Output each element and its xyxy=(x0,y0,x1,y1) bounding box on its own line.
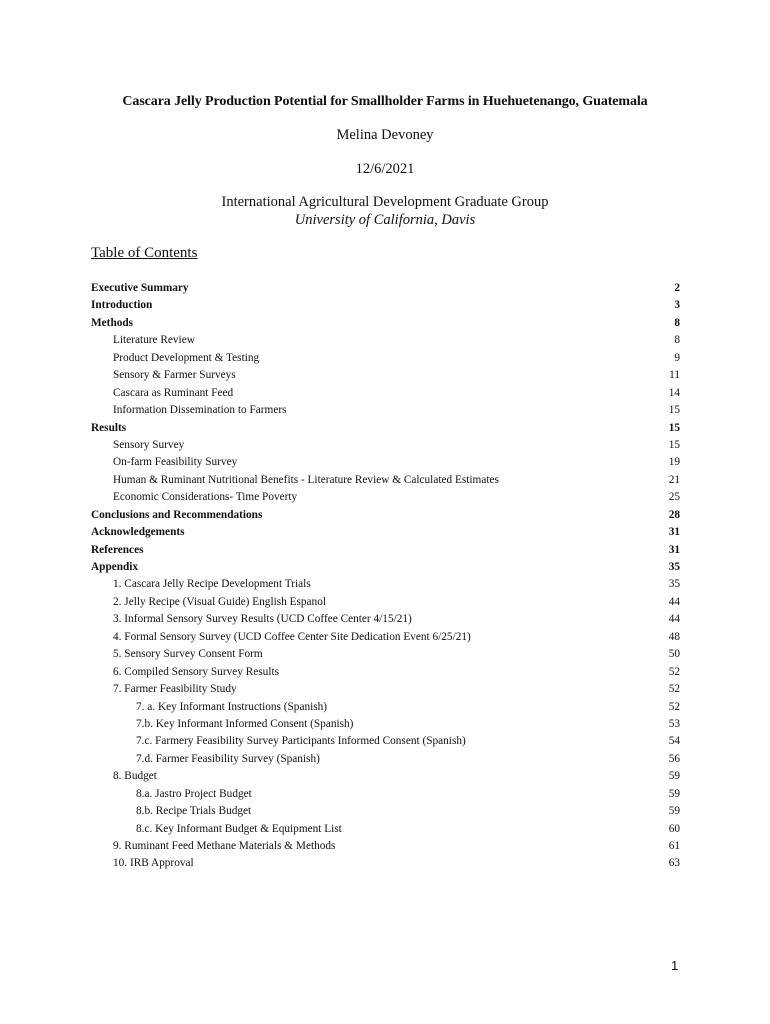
toc-entry-page: 2 xyxy=(674,282,680,294)
table-of-contents xyxy=(91,280,680,873)
toc-entry-page: 52 xyxy=(668,665,680,678)
toc-entry-label: Information Dissemination to Farmers xyxy=(113,404,287,417)
toc-entry[interactable] xyxy=(91,838,680,855)
toc-entry-label: Introduction xyxy=(91,299,153,312)
toc-entry-label: 8. Budget xyxy=(113,770,157,783)
toc-entry-label: 10. IRB Approval xyxy=(113,857,194,870)
toc-entry-page: 44 xyxy=(668,595,680,608)
toc-heading: Table of Contents xyxy=(91,245,198,261)
toc-entry-page: 56 xyxy=(668,752,680,765)
toc-entry[interactable] xyxy=(91,420,680,437)
toc-entry-page: 8 xyxy=(674,316,680,329)
toc-entry[interactable] xyxy=(91,629,680,646)
toc-entry-page: 59 xyxy=(668,787,680,800)
toc-entry[interactable] xyxy=(91,332,680,349)
toc-entry-label: 7.b. Key Informant Informed Consent (Spanish) xyxy=(136,717,354,730)
toc-entry-page: 11 xyxy=(669,369,680,382)
toc-entry[interactable] xyxy=(91,821,680,838)
toc-entry-label: 3. Informal Sensory Survey Results (UCD Coffee Center 4/15/21) xyxy=(113,613,412,626)
toc-entry[interactable] xyxy=(91,280,680,297)
toc-entry-page: 31 xyxy=(668,526,680,539)
toc-entry-page: 54 xyxy=(668,735,680,748)
toc-entry[interactable] xyxy=(91,855,680,872)
toc-entry-label: Appendix xyxy=(91,561,139,573)
toc-entry-page: 8 xyxy=(674,334,680,347)
toc-entry-page: 9 xyxy=(674,351,680,364)
toc-entry-page: 59 xyxy=(668,770,680,783)
toc-entry-page: 50 xyxy=(668,648,680,661)
toc-entry[interactable] xyxy=(91,507,680,524)
toc-entry[interactable] xyxy=(91,576,680,593)
toc-entry[interactable] xyxy=(91,594,680,611)
toc-entry-label: Product Development & Testing xyxy=(113,351,260,364)
toc-entry[interactable] xyxy=(91,681,680,698)
toc-entry[interactable] xyxy=(91,385,680,402)
toc-entry-page: 21 xyxy=(668,473,680,486)
toc-entry-page: 53 xyxy=(668,717,680,730)
toc-entry[interactable] xyxy=(91,559,680,576)
toc-entry-label: 2. Jelly Recipe (Visual Guide) English Espanol xyxy=(113,595,326,608)
toc-entry[interactable] xyxy=(91,542,680,559)
document-date: 12/6/2021 xyxy=(355,161,415,177)
toc-entry-page: 25 xyxy=(668,491,680,504)
toc-entry-label: Economic Considerations- Time Poverty xyxy=(113,491,298,504)
toc-entry[interactable] xyxy=(91,611,680,628)
toc-entry[interactable] xyxy=(91,454,680,471)
toc-entry-page: 28 xyxy=(668,508,680,521)
toc-entry[interactable] xyxy=(91,699,680,716)
toc-entry-page: 15 xyxy=(668,404,680,417)
toc-entry-page: 52 xyxy=(668,700,680,713)
toc-entry[interactable] xyxy=(91,297,680,314)
toc-entry-page: 52 xyxy=(668,683,680,696)
toc-entry-page: 48 xyxy=(668,630,680,643)
toc-entry-label: Acknowledgements xyxy=(91,526,185,539)
graduate-group: International Agricultural Development Graduate Group xyxy=(221,194,549,210)
toc-entry-page: 60 xyxy=(668,822,680,835)
toc-entry[interactable] xyxy=(91,367,680,384)
toc-entry[interactable] xyxy=(91,524,680,541)
toc-entry-label: References xyxy=(91,543,144,556)
toc-entry[interactable] xyxy=(91,350,680,367)
toc-entry-page: 44 xyxy=(668,613,680,626)
toc-entry[interactable] xyxy=(91,733,680,750)
toc-entry-label: Conclusions and Recommendations xyxy=(91,508,263,521)
toc-entry-label: 5. Sensory Survey Consent Form xyxy=(113,648,263,661)
toc-entry[interactable] xyxy=(91,664,680,681)
toc-entry-page: 31 xyxy=(668,543,680,556)
toc-entry-label: 4. Formal Sensory Survey (UCD Coffee Center Site Dedication Event 6/25/21) xyxy=(113,630,471,643)
toc-entry-label: Literature Review xyxy=(113,334,195,347)
university-name: University of California, Davis xyxy=(294,212,476,228)
toc-entry-label: 7. a. Key Informant Instructions (Spanish) xyxy=(136,700,328,713)
toc-entry-page: 15 xyxy=(668,421,680,434)
toc-entry[interactable] xyxy=(91,402,680,419)
toc-entry-label: Human & Ruminant Nutritional Benefits - Literature Review & Calculated Estimates xyxy=(113,473,499,486)
toc-entry[interactable] xyxy=(91,315,680,332)
toc-entry-label: Cascara as Ruminant Feed xyxy=(113,386,234,399)
toc-entry-page: 61 xyxy=(668,840,680,852)
toc-entry-label: 8.a. Jastro Project Budget xyxy=(136,787,252,800)
toc-entry-label: Methods xyxy=(91,316,134,329)
toc-entry[interactable] xyxy=(91,803,680,820)
toc-entry[interactable] xyxy=(91,786,680,803)
toc-entry-label: Results xyxy=(91,421,127,434)
toc-entry-page: 14 xyxy=(668,386,680,399)
toc-entry-label: 7.c. Farmery Feasibility Survey Participants Informed Consent (Spanish) xyxy=(136,735,466,748)
toc-entry[interactable] xyxy=(91,768,680,785)
toc-entry-label: Sensory & Farmer Surveys xyxy=(113,369,236,382)
toc-entry-label: 9. Ruminant Feed Methane Materials & Methods xyxy=(113,840,336,852)
toc-entry[interactable] xyxy=(91,472,680,489)
toc-entry[interactable] xyxy=(91,437,680,454)
toc-entry-page: 19 xyxy=(668,456,680,469)
document-title: Cascara Jelly Production Potential for Smallholder Farms in Huehuetenango, Guatemala xyxy=(122,94,648,109)
toc-entry-page: 35 xyxy=(668,578,680,591)
toc-entry[interactable] xyxy=(91,489,680,506)
toc-entry-label: 8.b. Recipe Trials Budget xyxy=(136,805,252,818)
toc-entry[interactable] xyxy=(91,716,680,733)
page-number: 1 xyxy=(671,958,679,973)
toc-entry-label: Executive Summary xyxy=(91,282,189,294)
toc-entry-label: 7.d. Farmer Feasibility Survey (Spanish) xyxy=(136,752,320,765)
toc-entry-page: 59 xyxy=(668,805,680,818)
toc-entry-page: 3 xyxy=(674,299,680,312)
author-name: Melina Devoney xyxy=(336,127,434,143)
toc-entry-page: 35 xyxy=(668,561,680,573)
toc-entry-label: Sensory Survey xyxy=(113,438,185,451)
toc-entry-label: On-farm Feasibility Survey xyxy=(113,456,238,469)
toc-entry[interactable] xyxy=(91,751,680,768)
toc-entry-label: 6. Compiled Sensory Survey Results xyxy=(113,665,280,678)
toc-entry-label: 1. Cascara Jelly Recipe Development Trials xyxy=(113,578,311,591)
toc-entry-label: 7. Farmer Feasibility Study xyxy=(113,683,237,696)
toc-entry-page: 63 xyxy=(668,857,680,870)
toc-entry-label: 8.c. Key Informant Budget & Equipment List xyxy=(136,822,342,835)
toc-entry[interactable] xyxy=(91,646,680,663)
toc-entry-page: 15 xyxy=(668,438,680,451)
